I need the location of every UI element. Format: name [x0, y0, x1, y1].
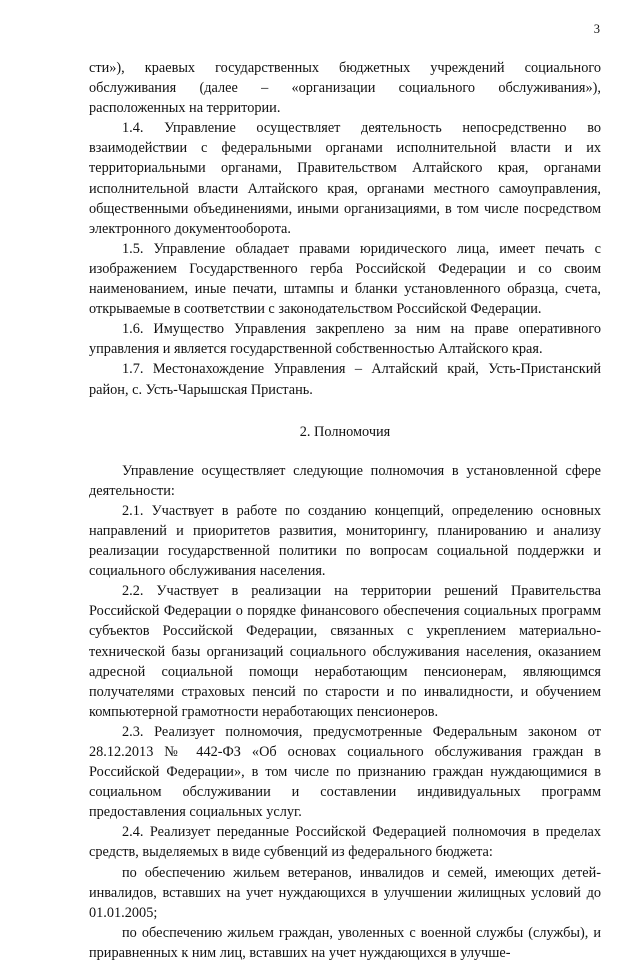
- section-heading: 2. Полномочия: [299, 423, 391, 440]
- paragraph: 1.7. Местонахождение Управления – Алтайский край, Усть-Пристанский район, с. Усть-Чарышская Пристань.: [89, 361, 601, 398]
- paragraph: по обеспечению жильем ветеранов, инвалидов и семей, имеющих детей-инвалидов, вставших на учет нуждающихся в улучшении жилищных условий до 01.01.2005;: [89, 864, 601, 921]
- paragraph: 1.4. Управление осуществляет деятельность непосредственно во взаимодействии с федеральными органами исполнительной власти и их территориальными органами, Правительством Алтайского края, органами исполнительной власти Алтайского края, органами местного самоуправления, общественными объединениями, иными организациями, в том числе посредством электронного документооборота.: [89, 120, 601, 237]
- page-number: 3: [593, 22, 600, 36]
- paragraph: 2.2. Участвует в реализации на территории решений Правительства Российской Федерации о порядке финансового обеспечения социальных программ субъектов Российской Федерации, связанных с укреплением материально-технической базы организаций социального обслуживания населения, оказанием адресной социальной помощи неработающим пенсионерам, являющимся получателями страховых пенсий по старости и по инвалидности, и обучением компьютерной грамотности неработающих пенсионеров.: [89, 583, 601, 720]
- paragraph: по обеспечению жильем граждан, уволенных с военной службы (службы), и приравненных к ним лиц, вставших на учет нуждающихся в улучше-: [89, 924, 601, 961]
- paragraph: 1.6. Имущество Управления закреплено за ним на праве оперативного управления и является государственной собственностью Алтайского края.: [89, 321, 601, 358]
- paragraph: сти»), краевых государственных бюджетных учреждений социального обслуживания (далее – «организации социального обслуживания»), расположенных на территории.: [89, 60, 601, 117]
- general-provisions-block: [89, 58, 601, 400]
- paragraph: 2.3. Реализует полномочия, предусмотренные Федеральным законом от 28.12.2013 № 442-ФЗ «Об основах социального обслуживания граждан в Российской Федерации», в том числе по признанию граждан нуждающимися в социальном обслуживании и составлении индивидуальных программ предоставления социальных услуг.: [89, 723, 601, 821]
- paragraph: Управление осуществляет следующие полномочия в установленной сфере деятельности:: [89, 462, 601, 499]
- powers-block: [89, 461, 601, 963]
- document-body: [89, 58, 601, 963]
- paragraph: 2.1. Участвует в работе по созданию концепций, определению основных направлений и приоритетов развития, мониторингу, планированию и анализу реализации государственной политики по вопросам социальной поддержки и социального обслуживания населения.: [89, 502, 601, 580]
- paragraph: 1.5. Управление обладает правами юридического лица, имеет печать с изображением Государственного герба Российской Федерации и со своим наименованием, иные печати, штампы и бланки установленного образца, счета, открываемые в соответствии с законодательством Российской Федерации.: [89, 240, 601, 318]
- paragraph: 2.4. Реализует переданные Российской Федерацией полномочия в пределах средств, выделяемых в виде субвенций из федерального бюджета:: [89, 824, 601, 861]
